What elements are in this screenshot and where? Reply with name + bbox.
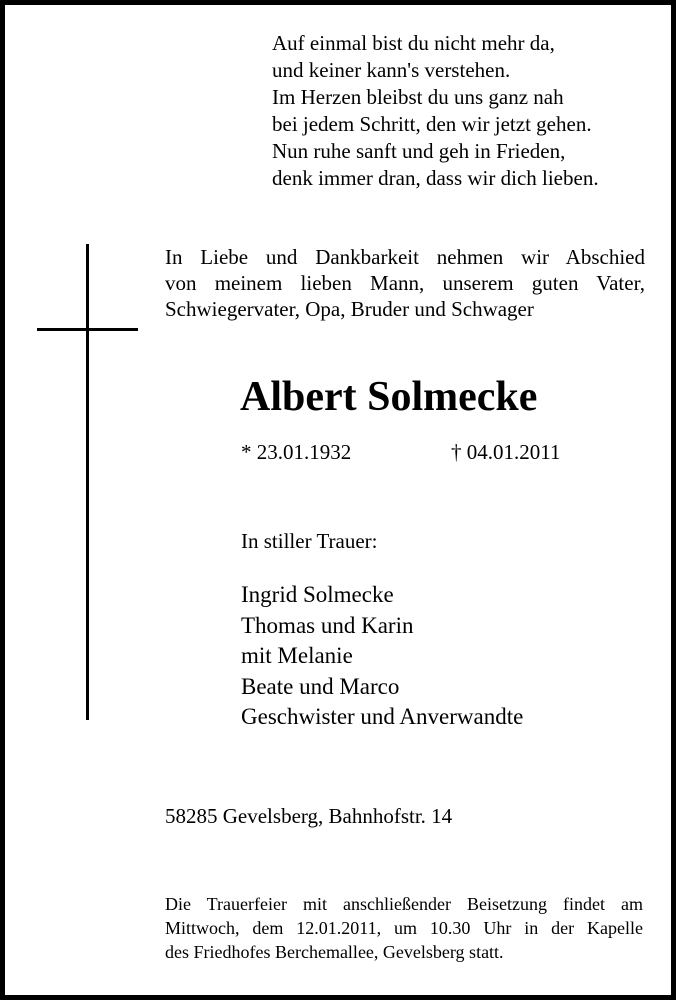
deceased-name: Albert Solmecke — [240, 374, 538, 420]
poem-line: denk immer dran, dass wir dich lieben. — [272, 166, 599, 190]
intro-line: von meinem lieben Mann, unserem guten Vater, — [165, 271, 645, 295]
poem-line: Nun ruhe sanft und geh in Frieden, — [272, 139, 566, 163]
death-date: † 04.01.2011 — [451, 440, 561, 464]
cross-horizontal-bar — [37, 328, 138, 331]
mourner-name: Thomas und Karin — [241, 612, 414, 638]
poem-line: bei jedem Schritt, den wir jetzt gehen. — [272, 112, 592, 136]
poem-line: Auf einmal bist du nicht mehr da, — [272, 31, 555, 55]
intro-line: In Liebe und Dankbarkeit nehmen wir Abschied — [165, 245, 645, 269]
mourners-list — [241, 580, 523, 733]
mourner-name: Ingrid Solmecke — [241, 582, 394, 607]
funeral-line: Die Trauerfeier mit anschließender Beisetzung findet am — [165, 894, 643, 914]
mourner-name: Beate und Marco — [241, 673, 400, 699]
funeral-line: des Friedhofes Berchemallee, Gevelsberg statt. — [165, 942, 504, 962]
poem — [272, 30, 662, 192]
poem-line: und keiner kann's verstehen. — [272, 58, 511, 82]
mourning-label: In stiller Trauer: — [241, 529, 378, 553]
farewell-intro — [165, 244, 645, 322]
mourner-name: mit Melanie — [241, 643, 353, 668]
cross-vertical-bar — [86, 244, 89, 720]
funeral-line: Mittwoch, dem 12.01.2011, um 10.30 Uhr in der Kapelle — [165, 918, 643, 938]
birth-date: * 23.01.1932 — [241, 440, 352, 464]
family-address: 58285 Gevelsberg, Bahnhofstr. 14 — [165, 804, 453, 828]
intro-line: Schwiegervater, Opa, Bruder und Schwager — [165, 297, 534, 321]
poem-line: Im Herzen bleibst du uns ganz nah — [272, 85, 564, 109]
mourner-name: Geschwister und Anverwandte — [241, 704, 524, 729]
funeral-notice — [165, 892, 643, 964]
